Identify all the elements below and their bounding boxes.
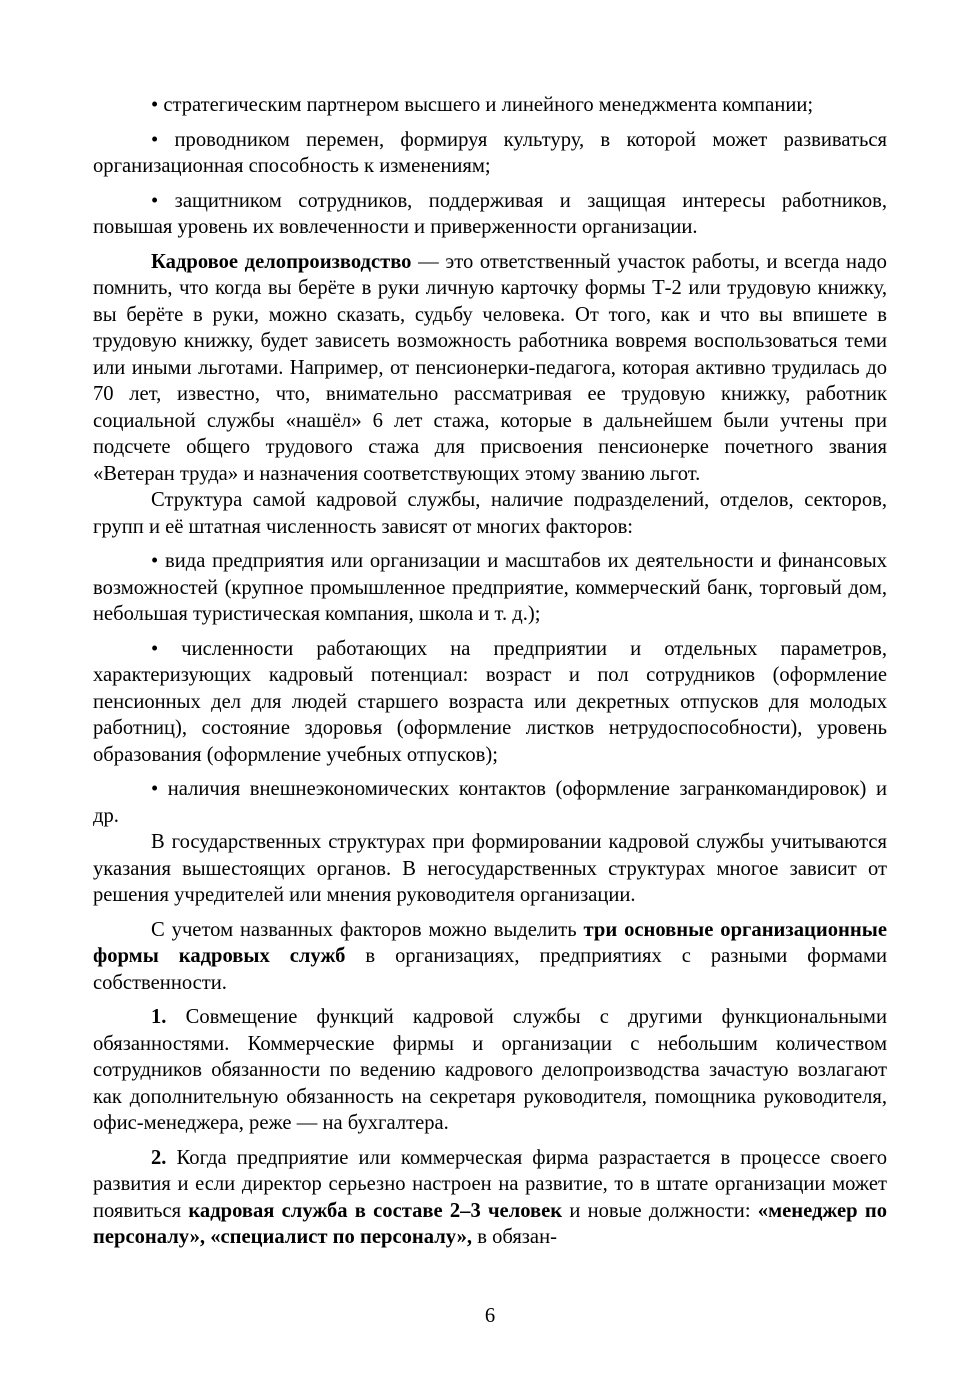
bullet-employee-defender: • защитником сотрудников, поддерживая и защищая интересы работников, повышая уровень их вовлеченности и приверженности организации. [93, 189, 887, 238]
bullet-staff-count: • численности работающих на предприятии и отдельных параметров, характеризующих кадровый потенциал: возраст и пол сотрудников (оформление пенсионных дел для людей старшего возраста или декретных отпусков для молодых работниц), состояние здоровья (оформление листков нетрудоспособности), уровень образования (оформление учебных отпусков); [93, 637, 887, 766]
bullet-strategic-partner: • стратегическим партнером высшего и линейного менеджмента компании; [151, 94, 814, 116]
list-number-1: 1. [151, 1006, 167, 1028]
paragraph-structure: Структура самой кадровой службы, наличие подразделений, отделов, секторов, групп и её штатная численность зависят от многих факторов: [93, 489, 887, 538]
page-body [93, 92, 887, 1251]
term-three-forms: три основные организационные формы кадровых служб [93, 918, 887, 967]
paragraph-hr-records: Кадровое делопроизводство — это ответственный участок работы, и всегда надо помнить, что когда вы берёте в руки личную карточку формы Т-2 или трудовую книжку, вы берёте в руки, можно сказать, судьбу человека. От того, как и что вы впишете в трудовую книжку, будет зависеть возможность работника вовремя воспользоваться теми или иными льготами. Например, от пенсионерки-педагога, которая активно трудилась до 70 лет, известно, что, внимательно рассматривая ее трудовую книжку, работник социальной службы «нашёл» 6 лет стажа, которые в дальнейшем были учтены при подсчете общего трудового стажа для присвоения пенсионерке почетного звания «Ветеран труда» и назначения соответствующих этому званию льгот. [93, 250, 887, 485]
paragraph-form-1: 1. Совмещение функций кадровой службы с другими функциональными обязанностями. Коммерческие фирмы и организации с небольшим количеством сотрудников обязанности по ведению кадрового делопроизводства зачастую возлагают как дополнительную обязанность на секретаря руководителя, помощника руководителя, офис-менеджера, реже — на бухгалтера. [93, 1006, 887, 1134]
bullet-change-agent: • проводником перемен, формируя культуру, в которой может развиваться организационная способность к изменениям; [93, 128, 887, 177]
paragraph-form-2: 2. Когда предприятие или коммерческая фирма разрастается в процессе своего развития и если директор серьезно настроен на развитие, то в штате организации может появиться кадровая служба в составе 2–3 человек и новые должности: «менеджер по персоналу», «специалист по персоналу», в обязан- [93, 1146, 888, 1248]
paragraph-state-structures: В государственных структурах при формировании кадровой службы учитываются указания вышестоящих органов. В негосударственных структурах многое зависит от решения учредителей или мнения руководителя организации. [93, 831, 887, 906]
term-hr-records: Кадровое делопроизводство [151, 250, 412, 273]
paragraph-three-forms: С учетом названных факторов можно выделить три основные организационные формы кадровых служб в организациях, предприятиях с разными формами собственности. [93, 918, 888, 994]
term-hr-positions: «менеджер по персоналу», «специалист по персоналу», [93, 1199, 888, 1248]
list-number-2: 2. [151, 1146, 167, 1169]
bullet-enterprise-type: • вида предприятия или организации и масштабов их деятельности и финансовых возможностей (крупное промышленное предприятие, коммерческий банк, торговый дом, небольшая туристическая компания, школа и т. д.); [93, 550, 887, 625]
term-hr-service-size: кадровая служба в составе 2–3 человек [188, 1199, 563, 1222]
bullet-foreign-contacts: • наличия внешнеэкономических контактов (оформление загранкомандировок) и др. [93, 778, 887, 827]
page-number: 6 [484, 1305, 496, 1327]
